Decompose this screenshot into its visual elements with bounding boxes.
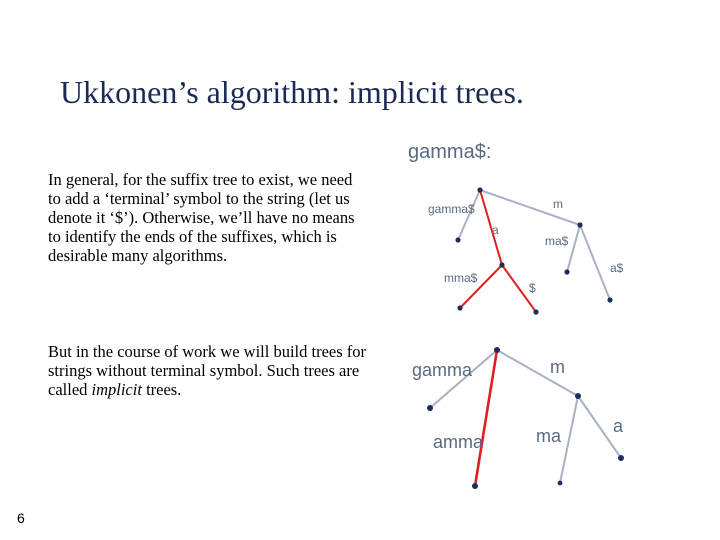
implicit-term: implicit bbox=[91, 380, 142, 399]
label-dollar: $ bbox=[529, 281, 536, 295]
label-m-bottom: m bbox=[550, 357, 565, 377]
node-leaf-dollar bbox=[533, 309, 538, 314]
label-mma-dollar: mma$ bbox=[444, 271, 478, 285]
edge-a-highlight bbox=[480, 190, 502, 265]
paragraph-terminal-symbol: In general, for the suffix tree to exist, we need to add a ‘terminal’ symbol to the string (let us denote it ‘$’). Otherwise, we’ll have no means to identify the ends of the suffixes, which is desirable many algorithms. bbox=[48, 170, 355, 265]
label-gamma: gamma bbox=[412, 360, 473, 380]
edge-m-bottom bbox=[497, 350, 578, 396]
label-ma: ma bbox=[536, 426, 562, 446]
implicit-tree-gamma bbox=[412, 347, 624, 489]
node-leaf-a-bottom bbox=[618, 455, 624, 461]
slide-title: Ukkonen’s algorithm: implicit trees. bbox=[60, 74, 524, 110]
paragraph-implicit-trees-text: But in the course of work we will build trees for strings without terminal symbol. Such trees are called bbox=[48, 342, 367, 399]
node-leaf-ma bbox=[558, 481, 563, 486]
label-a-dollar: a$ bbox=[610, 261, 624, 275]
label-a: a bbox=[492, 223, 499, 237]
edge-a-dollar bbox=[580, 225, 610, 300]
edge-m bbox=[480, 190, 580, 225]
node-leaf-amma bbox=[472, 483, 478, 489]
node-root-bottom bbox=[494, 347, 500, 353]
node-leaf-gamma-dollar bbox=[455, 237, 460, 242]
node-leaf-mma-dollar bbox=[457, 305, 462, 310]
label-amma: amma bbox=[433, 432, 484, 452]
label-m: m bbox=[553, 197, 563, 211]
label-a-bottom: a bbox=[613, 416, 624, 436]
label-gamma-dollar: gamma$ bbox=[428, 202, 475, 216]
edge-ma-dollar bbox=[567, 225, 580, 272]
edge-amma-highlight bbox=[475, 350, 497, 486]
paragraph-implicit-trees-end: trees. bbox=[141, 380, 182, 399]
node-internal-a bbox=[499, 262, 504, 267]
node-leaf-a-dollar bbox=[607, 297, 612, 302]
tree-caption: gamma$: bbox=[408, 141, 492, 163]
node-internal-m bbox=[577, 222, 582, 227]
node-root-top bbox=[477, 187, 482, 192]
suffix-tree-gamma-dollar bbox=[408, 141, 624, 315]
node-leaf-gamma bbox=[427, 405, 433, 411]
label-ma-dollar: ma$ bbox=[545, 234, 569, 248]
edge-ma bbox=[560, 396, 578, 483]
node-leaf-ma-dollar bbox=[564, 269, 569, 274]
node-internal-m-bottom bbox=[575, 393, 581, 399]
page-number: 6 bbox=[17, 510, 25, 526]
